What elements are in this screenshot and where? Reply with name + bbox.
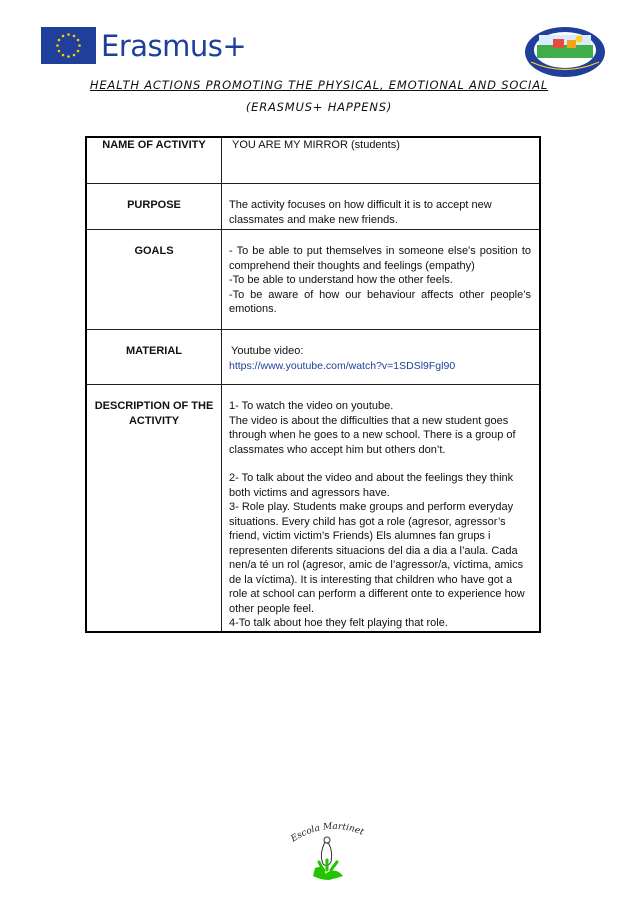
material-label: MATERIAL: [86, 330, 222, 385]
eu-star-icon: [67, 33, 70, 36]
footer-logo-text: Escola Martinet: [289, 821, 366, 845]
erasmus-logo: [41, 27, 247, 67]
table-row: [86, 330, 540, 385]
description-paragraph: 1- To watch the video on youtube.: [229, 400, 394, 412]
goals-label: GOALS: [86, 230, 222, 330]
purpose-value: The activity focuses on how difficult it is to accept new classmates and make new friends.: [222, 184, 541, 230]
table-row: [86, 184, 540, 230]
document-subtitle: (ERASMUS+ HAPPENS): [245, 100, 393, 114]
eu-star-icon: [58, 39, 61, 42]
eu-star-icon: [73, 35, 76, 38]
eu-flag-icon: [41, 27, 96, 64]
goal-item: -To be able to understand how the other feels.: [229, 274, 453, 286]
eu-star-icon: [58, 50, 61, 53]
description-paragraph: 2- To talk about the video and about the feelings they think both victims and agressors have.: [229, 472, 514, 499]
activity-table: [85, 136, 541, 633]
eu-star-icon: [77, 50, 80, 53]
table-row: [86, 230, 540, 330]
description-paragraph: The video is about the difficulties that a new student goes through when he goes to a new school. There is a group of classmates who accept him but others don’t.: [229, 414, 516, 456]
eu-star-icon: [78, 44, 81, 47]
goal-item: -To be aware of how our behaviour affects other people’s emotions.: [229, 288, 531, 315]
goals-value: [222, 230, 541, 330]
description-paragraph: 4-To talk about hoe they felt playing that role.: [229, 617, 448, 629]
description-label: DESCRIPTION OF THE ACTIVITY: [86, 385, 222, 632]
eu-star-icon: [73, 54, 76, 57]
table-row: [86, 385, 540, 632]
eu-star-icon: [56, 44, 59, 47]
name-value: YOU ARE MY MIRROR (students): [222, 137, 541, 184]
table-row: [86, 137, 540, 184]
description-paragraph: 3- Role play. Students make groups and perform everyday situations. Every child has got a role (agresor, agressor’s friend, victim victim’s Friends) Els alumnes fan grups i representen diferents situacions del dia a dia a l’aula. Cada nen/a té un rol (agresor, amic de l’agressor/a, víctima, amics de la víctima). It is interesting that children who have got a role at school can perform a different onte to experience how other people feel.: [229, 501, 525, 615]
eu-star-icon: [77, 39, 80, 42]
purpose-label: PURPOSE: [86, 184, 222, 230]
eu-star-icon: [67, 55, 70, 58]
material-text: Youtube video:: [231, 345, 304, 357]
description-value: [222, 385, 541, 632]
name-label: NAME OF ACTIVITY: [86, 137, 222, 184]
eu-star-icon: [62, 54, 65, 57]
erasmus-wordmark: Erasmus+: [101, 29, 247, 63]
document-title: HEALTH ACTIONS PROMOTING THE PHYSICAL, EMOTIONAL AND SOCIAL: [89, 78, 549, 92]
school-badge-logo: [523, 25, 607, 79]
school-footer-logo: [285, 818, 375, 882]
goal-item: - To be able to put themselves in someone else's position to comprehend their thoughts and feelings (empathy): [229, 245, 531, 272]
material-value: [222, 330, 541, 385]
youtube-link[interactable]: https://www.youtube.com/watch?v=1SDSl9Fgl90: [229, 359, 456, 372]
eu-star-icon: [62, 35, 65, 38]
